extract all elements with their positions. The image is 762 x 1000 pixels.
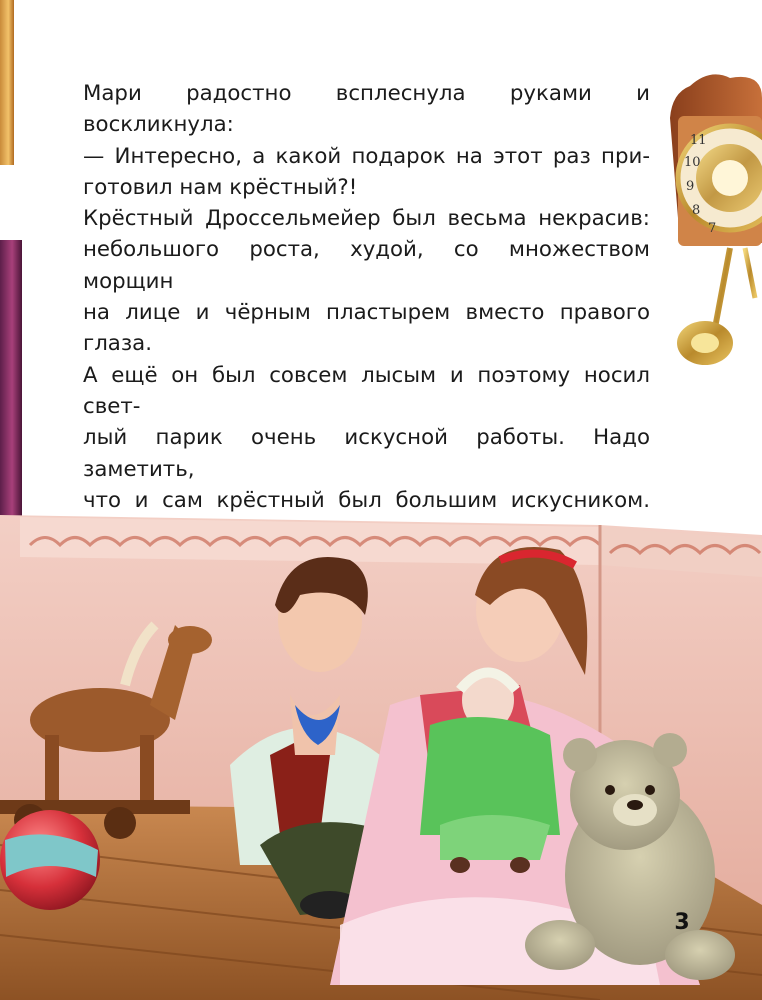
- story-line: Крёстный Дроссельмейер был весьма некрасив:: [83, 206, 650, 232]
- story-line: лый парик очень искусной работы. Надо заметить,: [83, 425, 650, 482]
- wall-clock-illustration: [660, 68, 762, 368]
- story-line: небольшого роста, худой, со множеством морщин: [83, 237, 650, 294]
- children-playroom-illustration: [0, 505, 762, 1000]
- svg-text:10: 10: [684, 155, 701, 170]
- curtain-edge-decoration: [0, 0, 14, 165]
- svg-text:7: 7: [708, 221, 717, 236]
- story-line: на лице и чёрным пластырем вместо правого глаза.: [83, 300, 650, 357]
- svg-text:8: 8: [692, 203, 701, 218]
- svg-text:11: 11: [690, 133, 707, 148]
- svg-text:9: 9: [686, 179, 695, 194]
- ball-toy: [0, 810, 100, 910]
- story-line: готовил нам крёстный?!: [83, 174, 358, 200]
- story-line: Мари радостно всплеснула руками и воскликнула:: [83, 81, 650, 138]
- story-line: — Интересно, а какой подарок на этот раз при-: [83, 143, 650, 169]
- story-line: что и сам крёстный был большим искусником.: [83, 487, 650, 513]
- page-number: 3: [674, 910, 690, 935]
- story-line: А ещё он был совсем лысым и поэтому носил свет-: [83, 362, 650, 419]
